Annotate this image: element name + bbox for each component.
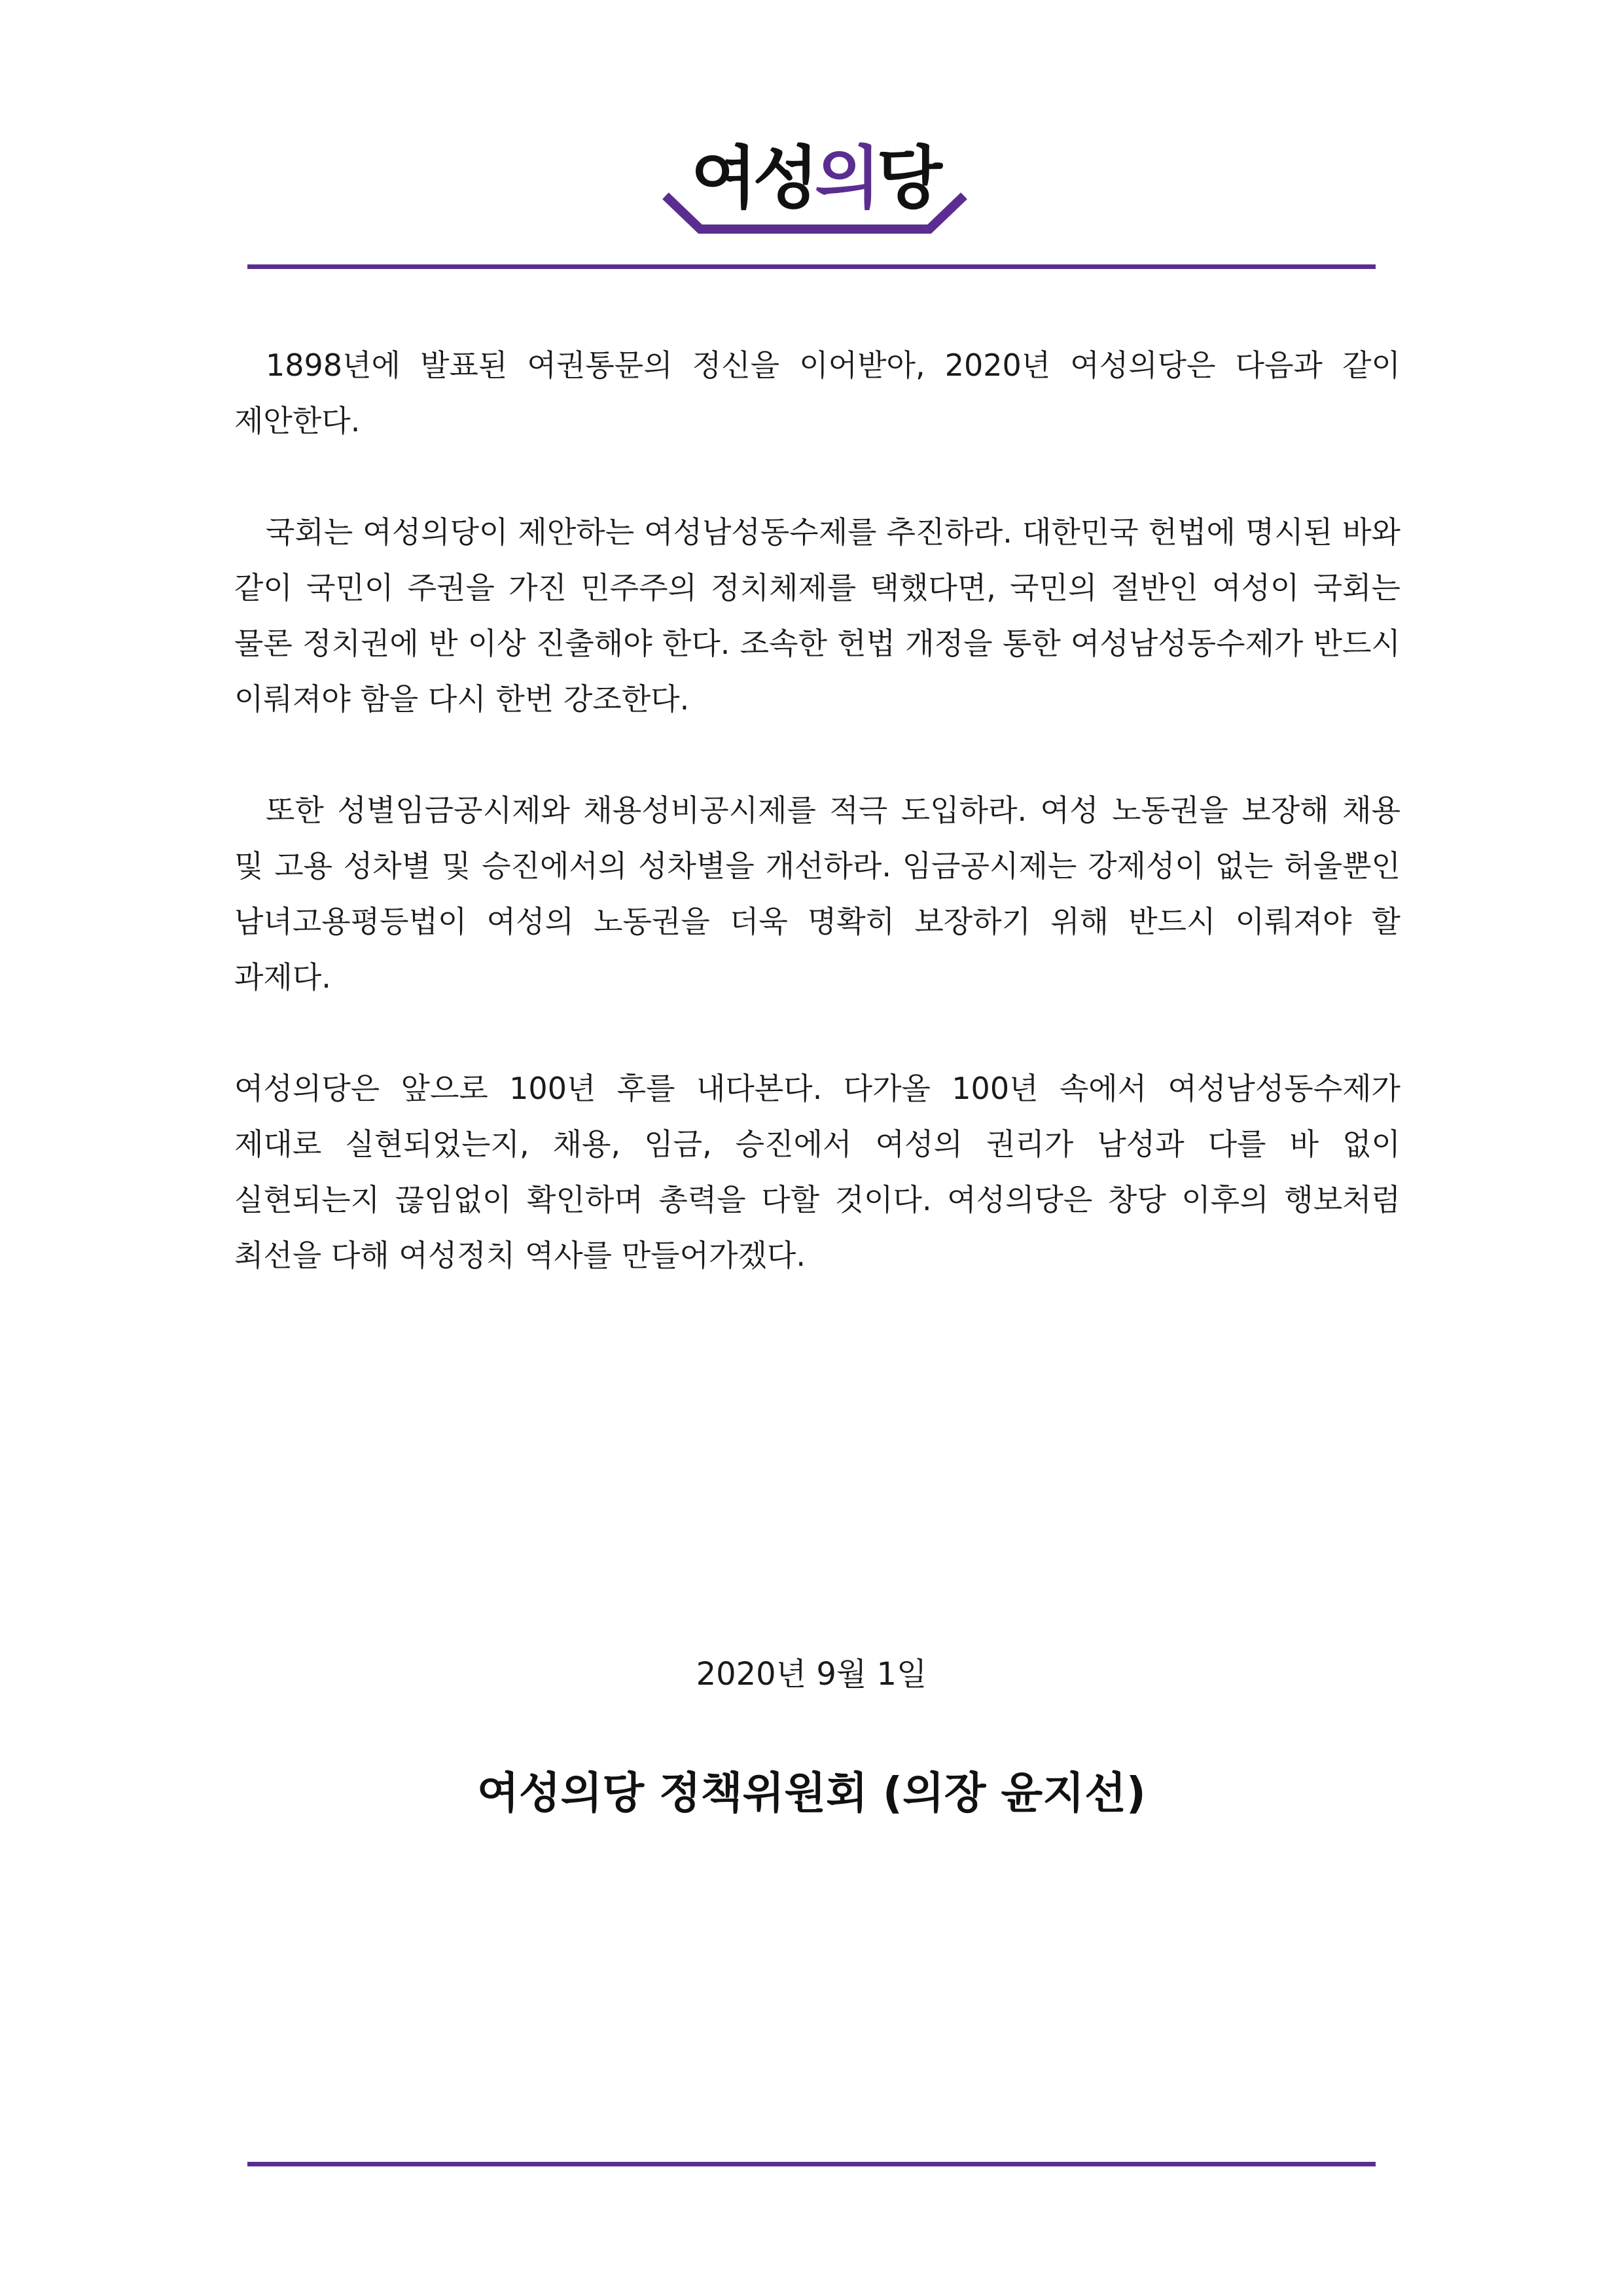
paragraph-intro: 1898년에 발표된 여권통문의 정신을 이어받아, 2020년 여성의당은 다음과 같이 제안한다.	[234, 348, 1400, 439]
party-logo	[661, 139, 969, 250]
paragraph-closing: 여성의당은 앞으로 100년 후를 내다본다. 다가올 100년 속에서 여성남성동수제가 제대로 실현되었는지, 채용, 임금, 승진에서 여성의 권리가 남성과 다를 바 없이 실현되는지 끊임없이 확인하며 총력을 다할 것이다. 여성의당은 창당 이후의 행보처럼 최선을 다해 여성정치 역사를 만들어가겠다.	[234, 1071, 1400, 1273]
logo-text-part1: 여성	[691, 138, 815, 218]
signature-line: 여성의당 정책위원회 (의장 윤지선)	[477, 1768, 1146, 1818]
logo-text-part3: 당	[876, 138, 938, 218]
logo-text-accent: 의	[815, 138, 877, 218]
statement-date: 2020년 9월 1일	[696, 1656, 927, 1693]
paragraph-pay-disclosure: 또한 성별임금공시제와 채용성비공시제를 적극 도입하라. 여성 노동권을 보장해 채용 및 고용 성차별 및 승진에서의 성차별을 개선하라. 임금공시제는 강제성이 없는 허울뿐인 남녀고용평등법이 여성의 노동권을 더욱 명확히 보장하기 위해 반드시 이뤄져야 할 과제다.	[234, 793, 1400, 995]
statement-body	[234, 338, 1400, 1339]
header-divider	[247, 264, 1376, 269]
logo-underline-shape	[661, 139, 969, 250]
footer-divider	[247, 2162, 1376, 2166]
paragraph-parity: 국회는 여성의당이 제안하는 여성남성동수제를 추진하라. 대한민국 헌법에 명시된 바와 같이 국민이 주권을 가진 민주주의 정치체제를 택했다면, 국민의 절반인 여성이 국회는 물론 정치권에 반 이상 진출해야 한다. 조속한 헌법 개정을 통한 여성남성동수제가 반드시 이뤄져야 함을 다시 한번 강조한다.	[234, 514, 1400, 717]
